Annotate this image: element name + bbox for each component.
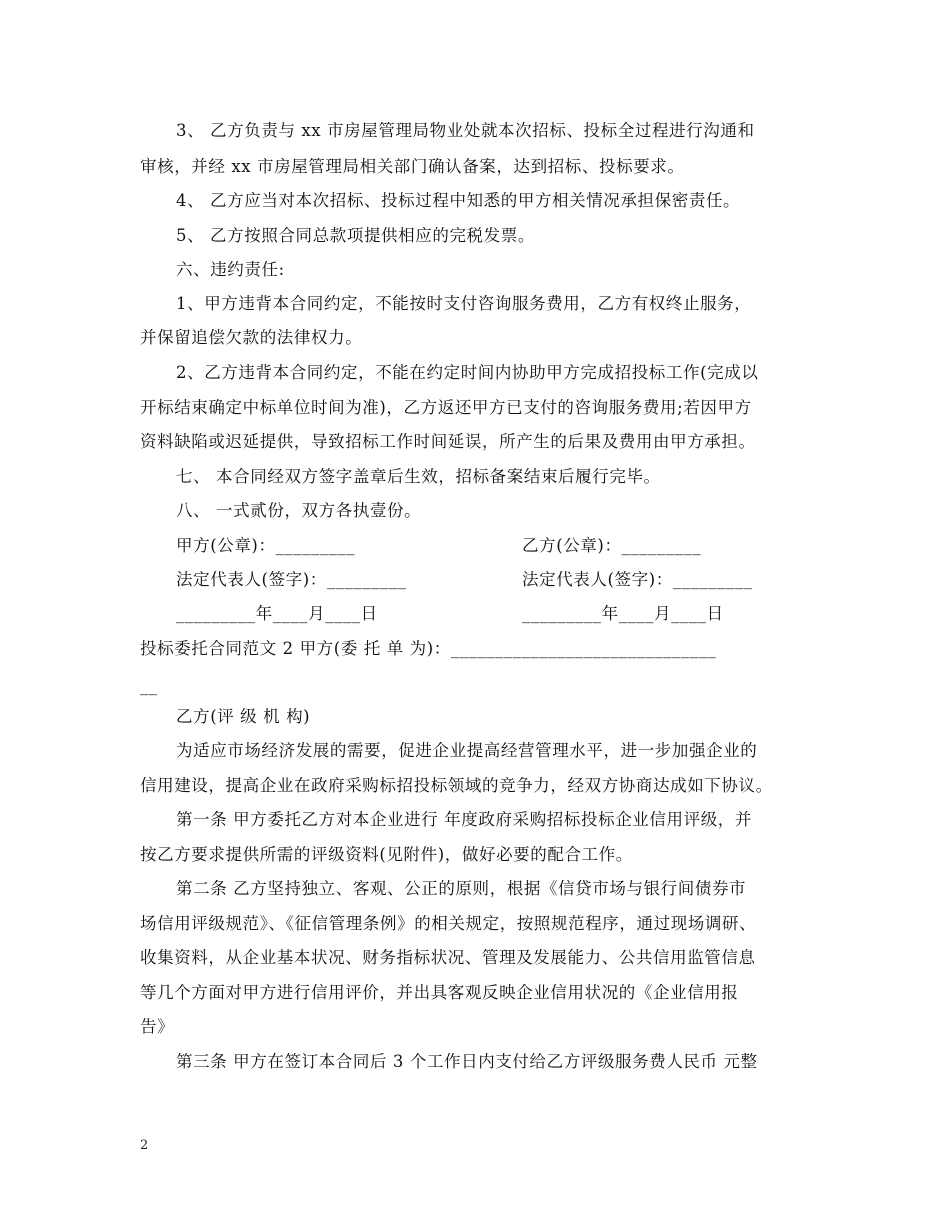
page-number: 2 bbox=[140, 1138, 149, 1153]
party-b-date: _________年____月____日 bbox=[522, 604, 724, 623]
section-heading: 八、 一式贰份，双方各执壹份。 bbox=[176, 501, 422, 520]
section-heading: 六、违约责任: bbox=[176, 260, 285, 279]
section-heading: 七、 本合同经双方签字盖章后生效，招标备案结束后履行完毕。 bbox=[176, 467, 661, 486]
paragraph-line: 3、 乙方负责与 xx 市房屋管理局物业处就本次招标、投标全过程进行沟通和 bbox=[176, 121, 755, 140]
paragraph-line: 4、 乙方应当对本次招标、投标过程中知悉的甲方相关情况承担保密责任。 bbox=[176, 191, 741, 210]
party-b-label: 乙方(评 级 机 构) bbox=[176, 707, 311, 726]
paragraph-line: 1、甲方违背本合同约定，不能按时支付咨询服务费用，乙方有权终止服务， bbox=[176, 294, 752, 313]
paragraph-line: 2、乙方违背本合同约定，不能在约定时间内协助甲方完成招投标工作(完成以 bbox=[176, 363, 759, 382]
party-a-representative: 法定代表人(签字)：_________ bbox=[176, 570, 407, 589]
paragraph-line: 为适应市场经济发展的需要，促进企业提高经营管理水平，进一步加强企业的 bbox=[176, 741, 758, 760]
paragraph-line: 并保留追偿欠款的法律权力。 bbox=[140, 328, 363, 347]
party-a-seal: 甲方(公章)：_________ bbox=[176, 536, 356, 555]
article-line: 第二条 乙方坚持独立、客观、公正的原则，根据《信贷市场与银行间债券市 bbox=[176, 879, 747, 898]
paragraph-line: 场信用评级规范》、《征信管理条例》的相关规定，按照规范程序，通过现场调研、 bbox=[140, 914, 757, 933]
paragraph-line: 收集资料，从企业基本状况、财务指标状况、管理及发展能力、公共信用监管信息 bbox=[140, 948, 756, 967]
paragraph-line: 资料缺陷或迟延提供，导致招标工作时间延误，所产生的后果及费用由甲方承担。 bbox=[140, 432, 756, 451]
article-line: 第一条 甲方委托乙方对本企业进行 年度政府采购招标投标企业信用评级，并 bbox=[176, 810, 752, 829]
paragraph-line: 5、 乙方按照合同总款项提供相应的完税发票。 bbox=[176, 226, 535, 245]
party-b-seal: 乙方(公章)：_________ bbox=[522, 536, 702, 555]
article-line: 第三条 甲方在签订本合同后 3 个工作日内支付给乙方评级服务费人民币 元整 bbox=[176, 1052, 758, 1071]
paragraph-line: 告》 bbox=[140, 1017, 175, 1036]
paragraph-line: 开标结束确定中标单位时间为准)，乙方返还甲方已支付的咨询服务费用;若因甲方 bbox=[140, 398, 752, 417]
paragraph-line: 审核，并经 xx 市房屋管理局相关部门确认备案，达到招标、投标要求。 bbox=[140, 157, 685, 176]
paragraph-line: 信用建设，提高企业在政府采购标招投标领域的竞争力，经双方协商达成如下协议。 bbox=[140, 776, 773, 795]
section2-heading-cont: __ bbox=[140, 676, 158, 695]
party-b-representative: 法定代表人(签字)：_________ bbox=[522, 570, 753, 589]
paragraph-line: 按乙方要求提供所需的评级资料(见附件)，做好必要的配合工作。 bbox=[140, 845, 633, 864]
paragraph-line: 等几个方面对甲方进行信用评价，并出具客观反映企业信用状况的《企业信用报 bbox=[140, 983, 739, 1002]
section2-heading: 投标委托合同范文 2 甲方(委 托 单 为)：______________________________ bbox=[140, 639, 717, 658]
party-a-date: _________年____月____日 bbox=[176, 604, 378, 623]
